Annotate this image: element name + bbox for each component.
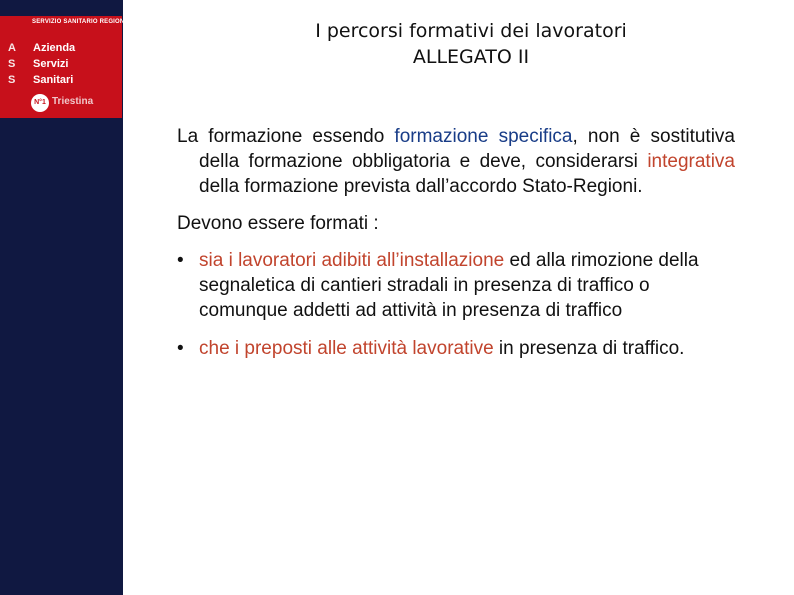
bullet-1-text: ed alla rimozione della segnaletica di cantieri stradali in presenza di traffico o comunque addetti ad attività in presenza di traffico (199, 250, 699, 321)
bullet-2-text: in presenza di traffico. (493, 338, 685, 359)
ass1-logo (0, 16, 138, 118)
bullet-item-workers (177, 248, 735, 323)
logo-letter-s2: S (8, 74, 16, 86)
logo-letter-a: A (8, 42, 16, 54)
logo-number-badge: N°1 (31, 94, 49, 112)
logo-line-azienda: Azienda (33, 42, 76, 54)
slide-body (177, 124, 735, 374)
left-sidebar-band (0, 0, 138, 595)
bullet-dot-icon: • (177, 250, 184, 271)
logo-line-sanitari: Sanitari (33, 74, 74, 86)
intro-highlight-integrative: integrativa (647, 151, 735, 172)
slide-title-line-2: ALLEGATO II (412, 46, 530, 68)
bullet-1-highlight: sia i lavoratori adibiti all’installazione (199, 250, 505, 271)
logo-name-lines (33, 40, 75, 88)
bullet-dot-icon: • (177, 338, 184, 359)
intro-text-2: , non è sostitutiva della formazione obbligatoria e deve, considerarsi (199, 126, 735, 172)
intro-text-1: La formazione essendo (177, 126, 395, 147)
bullet-item-supervisors (177, 336, 735, 361)
bullet-2-highlight: che i preposti alle attività lavorative (199, 338, 494, 359)
logo-letter-s1: S (8, 58, 16, 70)
slide-title (250, 18, 692, 70)
logo-letters (8, 40, 24, 88)
slide-title-line-1: I percorsi formativi dei lavoratori (315, 20, 627, 42)
intro-highlight-specific-training: formazione specifica (394, 126, 573, 147)
logo-city-text: Triestina (52, 96, 94, 107)
intro-text-3: della formazione prevista dall’accordo Stato-Regioni. (199, 176, 643, 197)
logo-header-text: SERVIZIO SANITARIO REGIONALE (32, 19, 138, 25)
intro-paragraph (177, 124, 735, 199)
trainees-heading: Devono essere formati : (177, 213, 379, 234)
logo-line-servizi: Servizi (33, 58, 69, 70)
